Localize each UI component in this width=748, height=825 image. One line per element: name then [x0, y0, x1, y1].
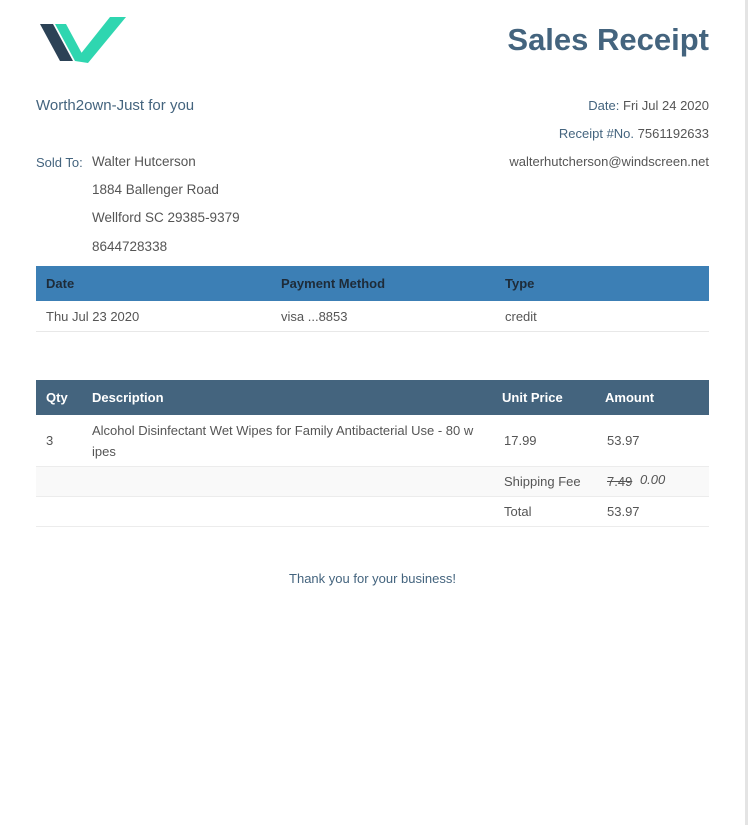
amount-header: Amount	[595, 380, 709, 415]
empty-cell	[36, 467, 82, 497]
customer-email: walterhutcherson@windscreen.net	[509, 154, 709, 169]
payment-type: credit	[495, 301, 709, 332]
thank-you-note: Thank you for your business!	[289, 571, 456, 586]
customer-city: Wellford SC 29385-9379	[92, 210, 240, 225]
shipping-row	[36, 467, 709, 497]
item-amount: 53.97	[595, 415, 709, 467]
payment-date-header: Date	[36, 266, 271, 301]
shipping-original-price: 7.49	[607, 474, 633, 489]
shipping-label: Shipping Fee	[492, 467, 595, 497]
total-value: 53.97	[595, 497, 709, 527]
customer-street: 1884 Ballenger Road	[92, 182, 219, 197]
receipt-number	[559, 126, 709, 141]
items-header-row	[36, 380, 709, 415]
company-name: Worth2own-Just for you	[36, 97, 195, 114]
company-logo	[38, 14, 128, 66]
logo-teal-right	[75, 17, 126, 63]
item-unit-price: 17.99	[492, 415, 595, 467]
receipt-date	[588, 98, 709, 113]
total-row	[36, 497, 709, 527]
total-label: Total	[492, 497, 595, 527]
date-label: Date:	[588, 98, 620, 113]
unit-price-header: Unit Price	[492, 380, 595, 415]
receipt-number-value: 7561192633	[637, 126, 709, 141]
date-value: Fri Jul 24 2020	[623, 98, 709, 113]
payment-date: Thu Jul 23 2020	[36, 301, 271, 332]
empty-cell	[82, 467, 492, 497]
items-table	[36, 380, 709, 527]
customer-name: Walter Hutcerson	[92, 154, 196, 169]
receipt-number-label: Receipt #No.	[558, 126, 635, 141]
description-header: Description	[82, 380, 492, 415]
payment-row	[36, 301, 709, 332]
page-title: Sales Receipt	[507, 22, 709, 57]
item-qty: 3	[36, 415, 82, 467]
payment-header-row	[36, 266, 709, 301]
payment-type-header: Type	[495, 266, 709, 301]
payment-method-header: Payment Method	[271, 266, 495, 301]
qty-header: Qty	[36, 380, 82, 415]
payment-table	[36, 266, 709, 332]
item-description: Alcohol Disinfectant Wet Wipes for Family Antibacterial Use - 80 wipes	[82, 415, 492, 467]
shipping-price: 0.00	[639, 472, 666, 487]
table-row	[36, 415, 709, 467]
payment-method: visa ...8853	[271, 301, 495, 332]
empty-cell	[82, 497, 492, 527]
sold-to-label: Sold To:	[36, 155, 83, 170]
shipping-fee	[595, 467, 709, 497]
empty-cell	[36, 497, 82, 527]
customer-phone: 8644728338	[92, 239, 168, 254]
